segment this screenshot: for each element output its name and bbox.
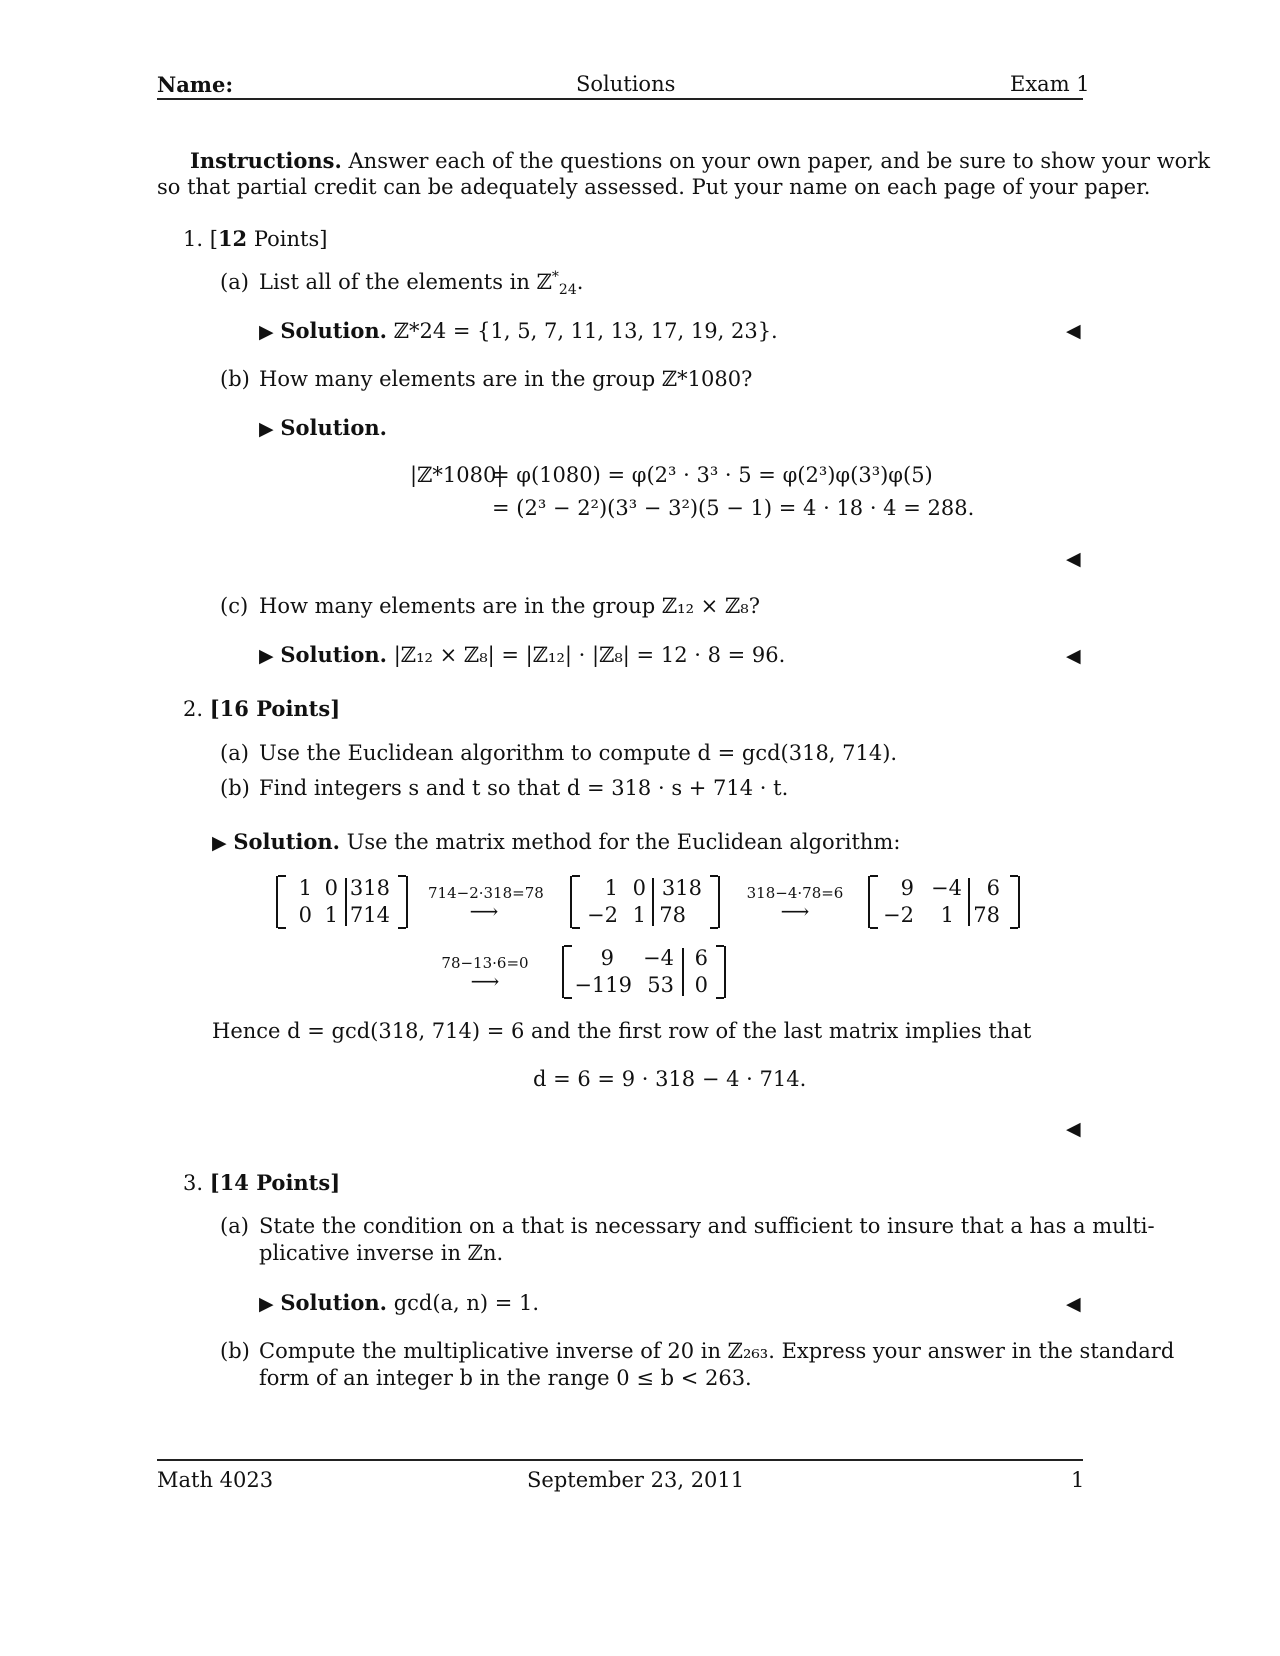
footer-rule bbox=[157, 1459, 1083, 1461]
q1a-solution: ▶ Solution. ℤ*24 = {1, 5, 7, 11, 13, 17, 19, 23}. bbox=[259, 318, 778, 343]
q3b-line2: form of an integer b in the range 0 ≤ b < 263. bbox=[259, 1366, 752, 1390]
end-solution-icon: ◀ bbox=[1066, 1293, 1081, 1315]
q2b-text: Find integers s and t so that d = 318 · s + 714 · t. bbox=[259, 776, 789, 800]
header-rule bbox=[157, 98, 1083, 100]
solution-marker-icon: ▶ bbox=[259, 1293, 274, 1315]
q3b-label: (b) bbox=[220, 1339, 250, 1363]
end-solution-icon: ◀ bbox=[1066, 645, 1081, 667]
solution-marker-icon: ▶ bbox=[259, 321, 274, 343]
q3a-line1: State the condition on a that is necessary and sufficient to insure that a has a multi- bbox=[259, 1214, 1155, 1238]
matrix-4: 9 −4 6 −119 53 0 bbox=[562, 946, 726, 998]
row-op-arrow-2: 318−4·78=6 ⟶ bbox=[746, 884, 844, 923]
end-solution-icon: ◀ bbox=[1066, 320, 1081, 342]
q1b-label: (b) bbox=[220, 367, 250, 391]
matrix-2: 1 0 318 −2 1 78 bbox=[570, 876, 720, 928]
footer-course: Math 4023 bbox=[157, 1468, 274, 1492]
q2-hence: Hence d = gcd(318, 714) = 6 and the first row of the last matrix implies that bbox=[212, 1019, 1032, 1043]
row-op-arrow-3: 78−13·6=0 ⟶ bbox=[441, 954, 529, 993]
q1b-eq-line1: = φ(1080) = φ(2³ · 3³ · 5 = φ(2³)φ(3³)φ(5) bbox=[492, 463, 933, 487]
q2a-text: Use the Euclidean algorithm to compute d = gcd(318, 714). bbox=[259, 741, 898, 765]
footer-date: September 23, 2011 bbox=[527, 1468, 745, 1492]
q2a-label: (a) bbox=[220, 741, 249, 765]
q3-heading: 3. [14 Points] bbox=[183, 1170, 341, 1195]
q1b-eq-lhs: |ℤ*1080| bbox=[410, 463, 504, 487]
footer-page-number: 1 bbox=[1071, 1468, 1085, 1492]
q3a-label: (a) bbox=[220, 1214, 249, 1238]
q1b-text: How many elements are in the group ℤ*1080? bbox=[259, 367, 753, 391]
solution-marker-icon: ▶ bbox=[259, 645, 274, 667]
q3b-line1: Compute the multiplicative inverse of 20 in ℤ₂₆₃. Express your answer in the standard bbox=[259, 1339, 1175, 1363]
instructions-line1: Instructions. Answer each of the questions on your own paper, and be sure to show your work bbox=[190, 148, 1211, 173]
matrix-1: 1 0 318 0 1 714 bbox=[276, 876, 408, 928]
q1b-solution: ▶ Solution. bbox=[259, 415, 387, 440]
q1c-label: (c) bbox=[220, 594, 249, 618]
instructions-line2: so that partial credit can be adequately assessed. Put your name on each page of your paper. bbox=[157, 175, 1151, 199]
end-solution-icon: ◀ bbox=[1066, 548, 1081, 570]
q1a-label: (a) bbox=[220, 270, 249, 294]
solution-marker-icon: ▶ bbox=[259, 418, 274, 440]
q1c-solution: ▶ Solution. |ℤ₁₂ × ℤ₈| = |ℤ₁₂| · |ℤ₈| = 12 · 8 = 96. bbox=[259, 642, 786, 667]
row-op-arrow-1: 714−2·318=78 ⟶ bbox=[428, 884, 544, 923]
q3a-solution: ▶ Solution. gcd(a, n) = 1. bbox=[259, 1290, 540, 1315]
q2-heading: 2. [16 Points] bbox=[183, 696, 341, 721]
header-name-label: Name: bbox=[157, 72, 234, 97]
header-title: Solutions bbox=[576, 72, 676, 96]
q2-solution: ▶ Solution. Use the matrix method for the Euclidean algorithm: bbox=[212, 829, 901, 854]
q1-heading: 1. [12 Points] bbox=[183, 226, 328, 251]
q2-final-equation: d = 6 = 9 · 318 − 4 · 714. bbox=[533, 1067, 807, 1091]
end-solution-icon: ◀ bbox=[1066, 1118, 1081, 1140]
q2b-label: (b) bbox=[220, 776, 250, 800]
solution-marker-icon: ▶ bbox=[212, 832, 227, 854]
q1a-text: List all of the elements in ℤ*$_{24}$. bbox=[259, 269, 584, 299]
header-exam: Exam 1 bbox=[1010, 72, 1090, 96]
q1c-text: How many elements are in the group ℤ₁₂ × ℤ₈? bbox=[259, 594, 760, 618]
q1b-eq-line2: = (2³ − 2²)(3³ − 3²)(5 − 1) = 4 · 18 · 4 = 288. bbox=[492, 496, 975, 520]
q3a-line2: plicative inverse in ℤn. bbox=[259, 1241, 504, 1265]
matrix-3: 9 −4 6 −2 1 78 bbox=[868, 876, 1020, 928]
